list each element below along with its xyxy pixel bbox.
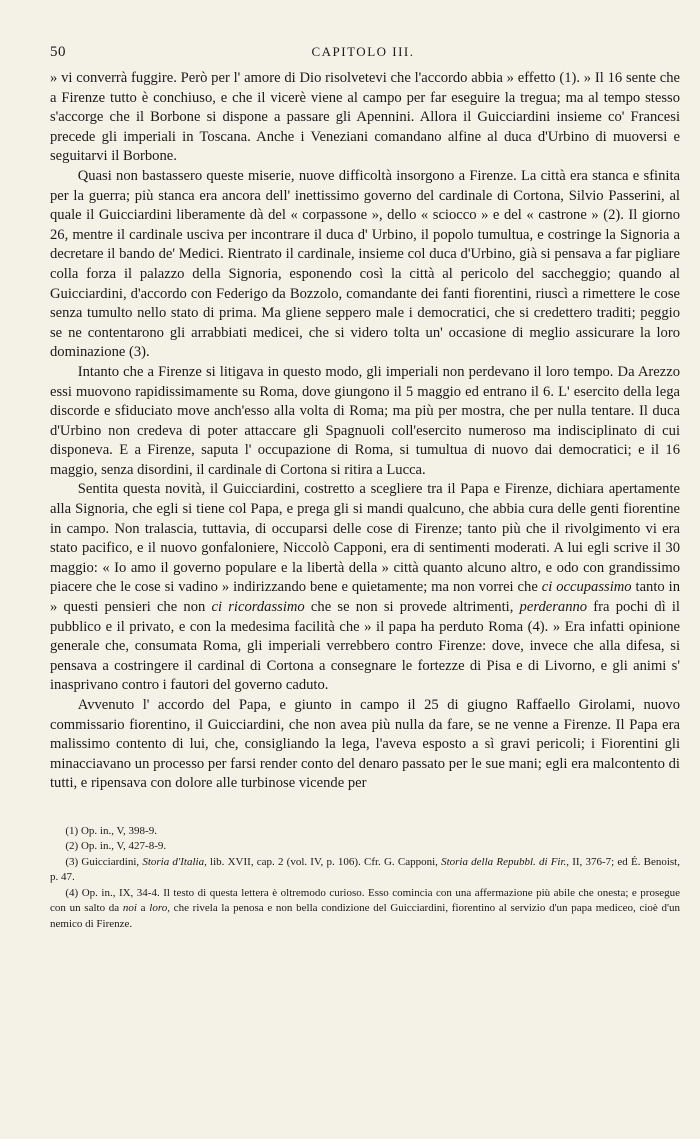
paragraph-1: » vi converrà fuggire. Però per l' amore di Dio risolvetevi che l'accordo abbia » effetto (1). » Il 16 sente che a Firenze tutto è conchiuso, e che il vicerè viene al campo per far eseguire la tregua; ma al tempo stesso s'accorge che il Borbone si dispone a passare gli Apennini. Allora il Guicciardini insieme co' Francesi precede gli imperiali in Toscana. Anche i Veneziani comandano alfine al duca d'Urbino di muoversi e seguitarvi il Borbone. bbox=[50, 70, 680, 165]
p4-italic-occupassimo: ci occupassimo bbox=[541, 579, 632, 596]
p4-italic-perderanno: perderanno bbox=[519, 599, 588, 616]
footnote-3 bbox=[50, 855, 680, 886]
paragraph-3: Intanto che a Firenze si litigava in questo modo, gli imperiali non perdevano il loro tempo. Da Arezzo essi muovono rapidissimamente su Roma, dove giungono il 5 maggio ed entrano il 6. L' esercito della lega discorde e sfiduciato move anch'esso alla volta di Roma; ma più per mostra, che per nulla tentare. Il duca d'Urbino non credeva di poter attaccare gli Spagnuoli coll'esercito numeroso ma indisciplinato di cui disponeva. E a Firenze, saputa l' occupazione di Roma, si tumultua di nuovo dai democratici; e il 16 maggio, senza disordini, il cardinale di Cortona si ritira a Lucca. bbox=[50, 363, 680, 478]
paragraph-2: Quasi non bastassero queste miserie, nuove difficoltà insorgono a Firenze. La città era stanca e sfinita per la guerra; più stanca era ancora dell' inettissimo governo del cardinale di Cortona, Silvio Passerini, al quale il Guicciardini liberamente dà del « corpassone », dello « sciocco » e del « castrone » (2). Il giorno 26, mentre il cardinale usciva per incontrare il duca d' Urbino, il popolo tumultua, e costringe la Signoria a decretare il bando de' Medici. Rientrato il cardinale, insieme col duca d'Urbino, già si pensava a far pigliare colla forza il palazzo della Signoria, esponendo così la città al pericolo del saccheggio; quando al Guicciardini, d'accordo con Federigo da Bozzolo, comandante dei fanti fiorentini, riuscì a rimettere le cose senza tumulto nello stato di prima. Ma gliene seppero male i democratici, che si credettero traditi; peggio se ne contentarono gli arrabbiati medicei, che si videro tolta un' occasione di meglio assicurare la loro dominazione (3). bbox=[50, 167, 680, 361]
body-text bbox=[50, 69, 680, 794]
fn4-text-e: che rivela la penosa e non bella condizione del Guicciardini, fiorentino al servizio d'un papa mediceo, cioè d'un nemico di Firenze. bbox=[50, 902, 680, 930]
running-title: CAPITOLO III. bbox=[311, 44, 415, 59]
footnote-2: (2) Op. in., V, 427-8-9. bbox=[65, 840, 167, 853]
footnote-4 bbox=[50, 886, 680, 933]
paragraph-4 bbox=[50, 480, 680, 696]
footnotes bbox=[50, 824, 680, 933]
paragraph-5: Avvenuto l' accordo del Papa, e giunto in campo il 25 di giugno Raffaello Girolami, nuovo commissario fiorentino, il Guicciardini, che non avea più nulla da fare, se ne venne a Firenze. Il Papa era malissimo contento di lui, che, consigliando la lega, l'aveva esposto a sì gravi pericoli; i Fiorentini gli minacciavano un processo per farsi render conto del denaro passato per le sue mani; egli era malcontento di tutti, e ripensava con dolore alle turbinose vicende per bbox=[50, 697, 680, 792]
fn3-italic-storia-italia: Storia d'Italia, bbox=[142, 855, 207, 868]
footnote-1: (1) Op. in., V, 398-9. bbox=[65, 824, 157, 837]
fn4-italic-noi: noi bbox=[122, 902, 137, 915]
p4-text-e: che se non si provede altrimenti, bbox=[304, 599, 520, 616]
fn4-text-a: (4) Op. in., IX, 34-4. Il testo di questa lettera è oltremodo curioso. Esso comincia con una affermazione più abile che onesta; e prosegue con un salto da bbox=[50, 886, 680, 915]
page-number: 50 bbox=[50, 44, 66, 60]
fn3-text-a: (3) Guicciardini, bbox=[65, 855, 143, 868]
p4-text-a: Sentita questa novità, il Guicciardini, costretto a scegliere tra il Papa e Firenze, dichiara apertamente alla Signoria, che egli si tiene col Papa, e prega gli si mandi qualcuno, che abbia cura delle genti fiorentine in campo. Non tralascia, tuttavia, di occuparsi delle cose di Firenze; tanto più che il rivolgimento vi era stato pacifico, e il nuovo gonfaloniere, Niccolò Capponi, era di sentimenti moderati. A lui egli scrive il 30 maggio: « Io amo il governo populare e la libertà della » città quanto alcuno altro, e odo con grandissimo piacere che le cose si vadino » indirizzando bene e quietamente; ma non vorrei che bbox=[50, 481, 680, 596]
p4-text-g: fra pochi dì il pubblico e il privato, e con la medesima facilità che » il papa ha perduto Roma (4). » Era infatti opinione generale che, consumata Roma, gli imperiali verrebbero contro Firenze: dove, invece che alla difesa, si pensava a costringere il cardinal di Cortona a consegnare le fortezze di Pisa e di Livorno, e gli animi s' inasprivano contro i fautori del governo caduto. bbox=[50, 599, 680, 694]
p4-text-c: tanto in » questi pensieri che non bbox=[50, 579, 680, 616]
fn4-italic-loro: loro, bbox=[149, 902, 170, 915]
p4-italic-ricordassimo: ci ricordassimo bbox=[211, 599, 305, 616]
fn3-text-c: lib. XVII, cap. 2 (vol. IV, p. 106). Cfr. G. Capponi, bbox=[206, 855, 442, 868]
book-page bbox=[50, 44, 680, 932]
fn4-text-c: a bbox=[136, 902, 150, 915]
fn3-text-e: II, 376-7; ed É. Benoist, p. 47. bbox=[50, 855, 680, 884]
fn3-italic-storia-repubbl: Storia della Repubbl. di Fir., bbox=[441, 855, 570, 868]
running-head bbox=[50, 44, 680, 61]
